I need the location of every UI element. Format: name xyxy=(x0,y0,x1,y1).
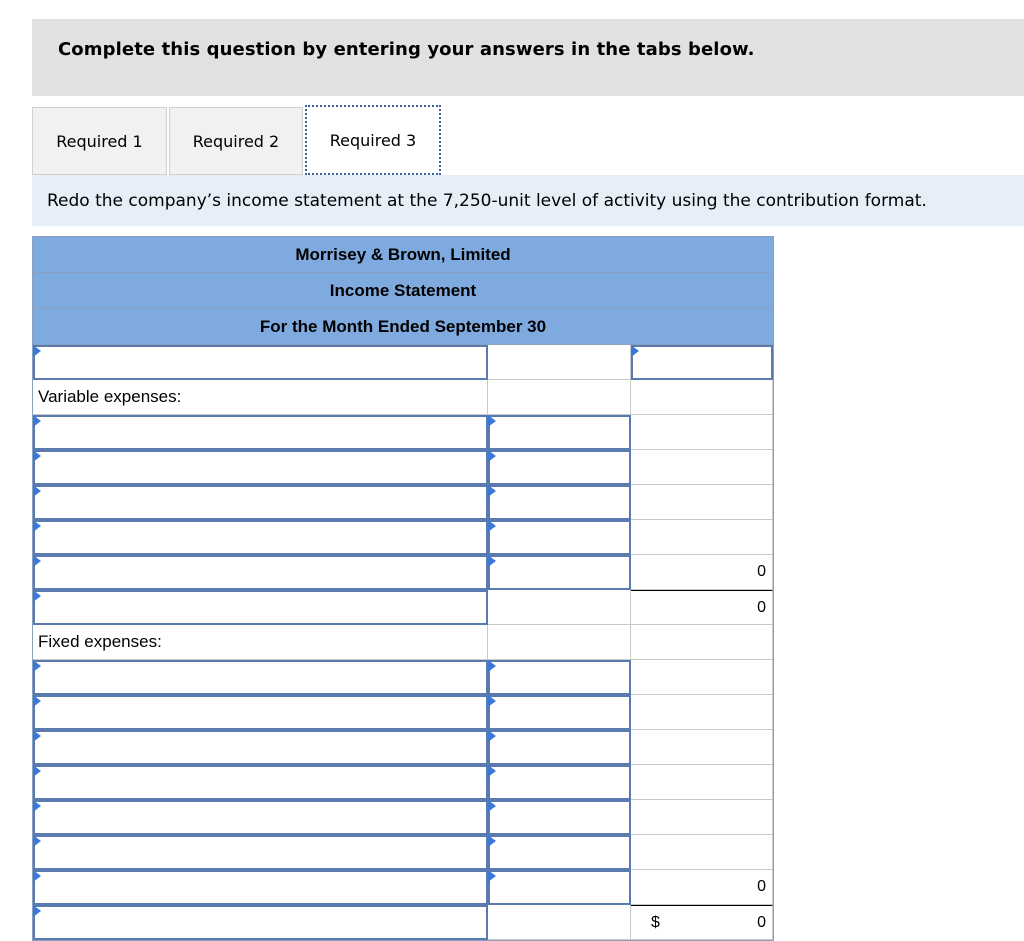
statement-period: For the Month Ended September 30 xyxy=(33,309,773,345)
entry-flag-icon xyxy=(33,520,41,532)
line-item-input[interactable] xyxy=(33,835,488,870)
table-row xyxy=(33,730,773,765)
entry-flag-icon xyxy=(33,870,41,882)
entry-flag-icon xyxy=(33,695,41,707)
entry-flag-icon xyxy=(33,905,41,917)
amount-input[interactable] xyxy=(488,555,631,590)
table-row xyxy=(33,905,773,940)
line-item-input[interactable] xyxy=(33,905,488,940)
line-item-input[interactable] xyxy=(33,870,488,905)
amount-input[interactable] xyxy=(488,800,631,835)
line-item-input[interactable] xyxy=(33,450,488,485)
entry-flag-icon xyxy=(488,520,496,532)
amount-input[interactable] xyxy=(488,520,631,555)
entry-flag-icon xyxy=(488,765,496,777)
line-item-input[interactable] xyxy=(33,730,488,765)
instruction-text: Redo the company’s income statement at the 7,250-unit level of activity using the contribution format. xyxy=(32,175,1024,226)
table-row xyxy=(33,485,773,520)
variable-expenses-total: 0 xyxy=(757,563,766,580)
amount-input[interactable] xyxy=(488,660,631,695)
table-row xyxy=(33,450,773,485)
entry-flag-icon xyxy=(488,660,496,672)
amount-input[interactable] xyxy=(488,415,631,450)
entry-flag-icon xyxy=(33,450,41,462)
company-name: Morrisey & Brown, Limited xyxy=(33,237,773,273)
line-item-input[interactable] xyxy=(33,660,488,695)
amount-input[interactable] xyxy=(488,450,631,485)
table-row xyxy=(33,835,773,870)
line-item-input[interactable] xyxy=(33,520,488,555)
entry-flag-icon xyxy=(33,800,41,812)
contribution-margin-value: 0 xyxy=(757,598,766,616)
table-row xyxy=(33,380,773,415)
table-row xyxy=(33,345,773,380)
amount-input[interactable] xyxy=(631,345,773,380)
table-row xyxy=(33,765,773,800)
entry-flag-icon xyxy=(33,555,41,567)
amount-input[interactable] xyxy=(488,485,631,520)
header-title: Complete this question by entering your answers in the tabs below. xyxy=(58,39,755,60)
line-item-input[interactable] xyxy=(33,485,488,520)
entry-flag-icon xyxy=(488,835,496,847)
table-row xyxy=(33,590,773,625)
amount-input[interactable] xyxy=(488,730,631,765)
amount-input[interactable] xyxy=(488,765,631,800)
statement-name: Income Statement xyxy=(33,273,773,309)
table-row xyxy=(33,800,773,835)
line-item-input[interactable] xyxy=(33,800,488,835)
fixed-expenses-label: Fixed expenses: xyxy=(38,632,162,651)
line-item-input[interactable] xyxy=(33,765,488,800)
entry-flag-icon xyxy=(488,450,496,462)
tab-required-3[interactable]: Required 3 xyxy=(305,105,441,175)
amount-input[interactable] xyxy=(488,695,631,730)
table-row xyxy=(33,660,773,695)
entry-flag-icon xyxy=(488,695,496,707)
entry-flag-icon xyxy=(33,765,41,777)
question-header xyxy=(32,19,1024,96)
table-row xyxy=(33,870,773,905)
line-item-input[interactable] xyxy=(33,415,488,450)
net-operating-income-value: 0 xyxy=(757,913,766,931)
income-statement-table xyxy=(32,236,774,941)
entry-flag-icon xyxy=(488,730,496,742)
line-item-input[interactable] xyxy=(33,345,488,380)
entry-flag-icon xyxy=(33,345,41,357)
entry-flag-icon xyxy=(33,485,41,497)
table-row xyxy=(33,625,773,660)
currency-symbol: $ xyxy=(651,913,660,931)
fixed-expenses-total: 0 xyxy=(757,878,766,895)
entry-flag-icon xyxy=(488,870,496,882)
entry-flag-icon xyxy=(33,415,41,427)
line-item-input[interactable] xyxy=(33,555,488,590)
table-row xyxy=(33,415,773,450)
entry-flag-icon xyxy=(631,345,639,357)
table-row xyxy=(33,555,773,590)
entry-flag-icon xyxy=(488,800,496,812)
amount-input[interactable] xyxy=(488,835,631,870)
tab-required-1[interactable]: Required 1 xyxy=(32,107,167,175)
entry-flag-icon xyxy=(33,590,41,602)
line-item-input[interactable] xyxy=(33,695,488,730)
amount-input[interactable] xyxy=(488,870,631,905)
variable-expenses-label: Variable expenses: xyxy=(38,387,182,406)
table-row xyxy=(33,695,773,730)
entry-flag-icon xyxy=(488,485,496,497)
entry-flag-icon xyxy=(488,555,496,567)
table-row xyxy=(33,520,773,555)
tab-required-2[interactable]: Required 2 xyxy=(169,107,303,175)
entry-flag-icon xyxy=(33,835,41,847)
entry-flag-icon xyxy=(488,415,496,427)
entry-flag-icon xyxy=(33,730,41,742)
line-item-input[interactable] xyxy=(33,590,488,625)
entry-flag-icon xyxy=(33,660,41,672)
